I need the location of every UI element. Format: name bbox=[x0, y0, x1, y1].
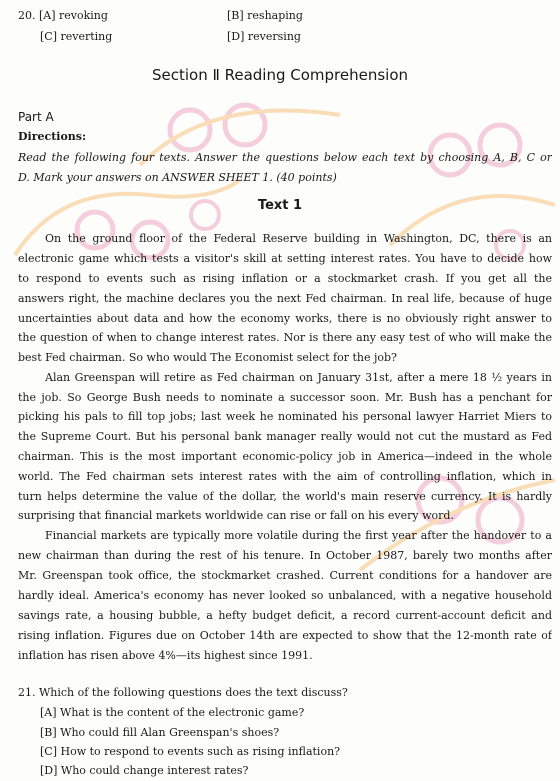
q21-option-b: [B] Who could fill Alan Greenspan's shoes? bbox=[40, 726, 280, 739]
passage-line: savings rate, a housing bubble, a hefty budget deficit, a record current-account deficit and bbox=[18, 609, 552, 622]
passage-line: inflation has risen above 4%—its highest since 1991. bbox=[18, 649, 313, 662]
passage-line: Alan Greenspan will retire as Fed chairman on January 31st, after a mere 18 ½ years in bbox=[45, 371, 552, 384]
passage-line: surprising that financial markets worldwide can rise or fall on his every word. bbox=[18, 509, 454, 522]
passage-line: the Supreme Court. But his personal bank manager really would not cut the mustard as Fed bbox=[18, 430, 552, 443]
text-title: Text 1 bbox=[257, 198, 303, 213]
q20-option-a: 20. [A] revoking bbox=[18, 9, 108, 22]
part-label: Part A bbox=[18, 110, 54, 124]
passage-line: On the ground floor of the Federal Reserve building in Washington, DC, there is an bbox=[45, 232, 552, 245]
q21-stem: 21. Which of the following questions does the text discuss? bbox=[18, 686, 348, 699]
passage-line: Mr. Greenspan took office, the stockmarket crashed. Current conditions for a handover are bbox=[18, 569, 552, 582]
q21-option-c: [C] How to respond to events such as rising inflation? bbox=[40, 745, 341, 758]
passage-line: hardly ideal. America's economy has never looked so unbalanced, with a negative household bbox=[18, 589, 552, 602]
passage-line: electronic game which tests a visitor's skill at setting interest rates. You have to decide how bbox=[18, 252, 552, 265]
passage-line: Financial markets are typically more volatile during the first year after the handover to a bbox=[45, 529, 552, 542]
passage-line: best Fed chairman. So who would The Economist select for the job? bbox=[18, 351, 397, 364]
section-title: Section Ⅱ Reading Comprehension bbox=[151, 66, 409, 84]
passage-line: world. The Fed chairman sets interest rates with the aim of controlling inflation, which in bbox=[18, 470, 552, 483]
passage-line: uncertainties about data and how the economy works, there is no obviously right answer to bbox=[18, 312, 552, 325]
watermark-logo-top bbox=[80, 85, 360, 180]
passage-line: the job. So George Bush needs to nominate a successor soon. Mr. Bush has a penchant for bbox=[18, 391, 552, 404]
passage-line: answers right, the machine declares you the next Fed chairman. In real life, because of huge bbox=[18, 292, 552, 305]
passage-line: new chairman than during the rest of his tenure. In October 1987, barely two months after bbox=[18, 549, 552, 562]
directions-label: Directions: bbox=[18, 130, 87, 143]
passage-line: chairman. This is the most important economic-policy job in America—indeed in the whole bbox=[18, 450, 552, 463]
passage-line: turn helps determine the value of the dollar, the world's main reserve currency. It is hardly bbox=[18, 490, 552, 503]
q21-option-a: [A] What is the content of the electronic game? bbox=[40, 706, 305, 719]
passage-line: to respond to events such as rising inflation or a stockmarket crash. If you get all the bbox=[18, 272, 552, 285]
q21-option-d: [D] Who could change interest rates? bbox=[40, 764, 249, 777]
q20-option-d: [D] reversing bbox=[227, 30, 301, 43]
passage-line: rising inflation. Figures due on October 14th are expected to show that the 12-month rate of bbox=[18, 629, 552, 642]
passage-line: the question of when to change interest rates. Nor is there any easy test of who will make the bbox=[18, 331, 552, 344]
directions-line: Read the following four texts. Answer the questions below each text by choosing A, B, C or bbox=[18, 151, 552, 164]
passage-line: picking his pals to fill top jobs; last week he nominated his personal lawyer Harriet Miers to bbox=[18, 410, 552, 423]
q20-option-b: [B] reshaping bbox=[227, 9, 303, 22]
directions-line: D. Mark your answers on ANSWER SHEET 1. (40 points) bbox=[18, 171, 337, 184]
q20-option-c: [C] reverting bbox=[40, 30, 113, 43]
